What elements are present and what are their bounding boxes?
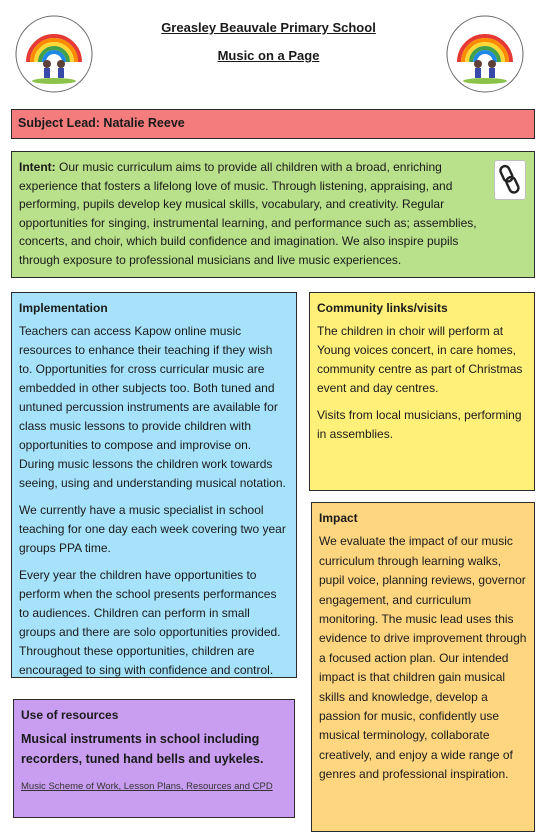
chain-link-icon[interactable] [494,160,526,200]
implementation-paragraph-2: We currently have a music specialist in school teaching for one day each week covering two year groups PPA time. [19,503,286,555]
impact-text: We evaluate the impact of our music curriculum through learning walks, pupil voice, planning reviews, governor engagement, and curriculum monitoring. The music lead uses this evidence to drive improvement through a focused action plan. Our intended impact is that children gain musical skills and knowledge, develop a passion for music, confidently use musical terminology, collaborate creatively, and enjoy a wide range of genres and professional inspiration. [319,534,527,782]
implementation-paragraph-3: Every year the children have opportunities to perform when the school presents performances to audiences. Children can perform in small groups and there are solo opportunities provided. Throughout these opportunities, children are encouraged to sing with confidence and control. [19,568,281,677]
community-paragraph-1: The children in choir will perform at Young voices concert, in care homes, community centre as part of Christmas event and day centres. [317,324,523,395]
intent-text: Our music curriculum aims to provide all children with a broad, enriching experience that fosters a lifelong love of music. Through listening, appraising, and performing, pupils develop key musical skills, vocabulary, and creativity. Regular opportunities for singing, instrumental learning, and performance such as; assemblies, concerts, and choir, which build confidence and imagination. We also inspire pupils through exposure to professional musicians and live music experiences. [19,160,477,267]
implementation-paragraph-1: Teachers can access Kapow online music resources to enhance their teaching if they wish to. Opportunities for cross curricular music are embedded in other subjects too. Both tuned and untuned percussion instruments are available for class music lessons to provide children with opportunities to compose and improvise on. During music lessons the children work towards seeing, using and understanding musical notation. [19,324,286,490]
community-box [309,292,535,491]
implementation-heading: Implementation [19,301,108,315]
resources-box [13,699,295,818]
resources-link[interactable]: Music Scheme of Work, Lesson Plans, Resources and CPD [21,781,273,792]
subject-lead-text: Subject Lead: Natalie Reeve [18,116,185,130]
community-paragraph-2: Visits from local musicians, performing in assemblies. [317,408,522,441]
subject-lead-box [11,109,535,139]
impact-heading: Impact [319,511,358,525]
community-heading: Community links/visits [317,301,448,315]
implementation-box [11,292,297,678]
school-name: Greasley Beauvale Primary School [161,20,376,35]
resources-heading: Use of resources [21,708,119,722]
impact-box [311,502,535,832]
page-title: Music on a Page [217,48,320,63]
intent-heading: Intent: [19,160,56,174]
intent-box [11,151,535,278]
resources-highlight: Musical instruments in school including recorders, tuned hand bells and uykeles. [21,732,264,766]
